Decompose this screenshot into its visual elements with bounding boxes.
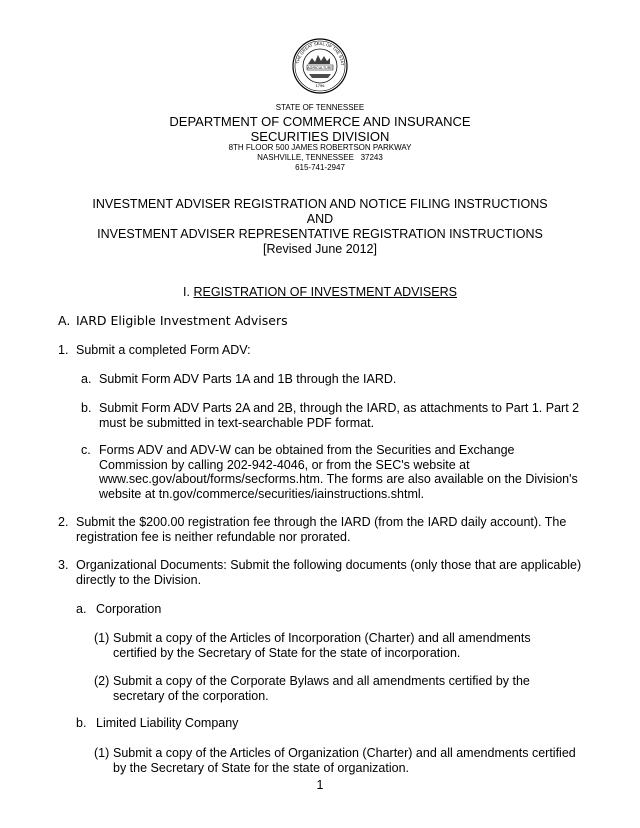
- subitem-text: Limited Liability Company: [96, 716, 239, 730]
- revision-date: [Revised June 2012]: [263, 242, 377, 256]
- subitem-text: Corporation: [96, 602, 162, 616]
- section-title: REGISTRATION OF INVESTMENT ADVISERS: [193, 285, 457, 299]
- title-line-3: INVESTMENT ADVISER REPRESENTATIVE REGISTRATION INSTRUCTIONS: [97, 227, 543, 241]
- svg-text:AGRICULTURE: AGRICULTURE: [307, 66, 333, 71]
- subitem-text-line: must be submitted in text-searchable PDF format.: [99, 416, 375, 430]
- item-text: Submit a completed Form ADV:: [76, 343, 251, 357]
- clause-text-line: secretary of the corporation.: [113, 689, 269, 703]
- subitem-text-line: Submit Form ADV Parts 2A and 2B, through the IARD, as attachments to Part 1. Part 2: [99, 401, 580, 415]
- item-text-line: Organizational Documents: Submit the following documents (only those that are applicable): [76, 558, 582, 572]
- item-number: 3.: [58, 558, 69, 572]
- address-line-2: NASHVILLE, TENNESSEE 37243: [257, 153, 383, 162]
- tennessee-state-seal: [292, 38, 348, 94]
- division-name: SECURITIES DIVISION: [250, 129, 390, 144]
- subitem-marker: b.: [76, 716, 87, 730]
- subitem-text-line: www.sec.gov/about/forms/secforms.htm. The forms are also available on the Division's: [99, 472, 578, 486]
- svg-text:THE GREAT SEAL OF THE STATE OF: THE GREAT SEAL OF THE STAT: [295, 40, 346, 66]
- clause-text-line: certified by the Secretary of State for the state of incorporation.: [113, 646, 461, 660]
- phone-number: 615-741-2947: [295, 163, 345, 172]
- subsection-marker: A.: [58, 313, 71, 328]
- clause-text-line: Submit a copy of the Corporate Bylaws and all amendments certified by the: [113, 674, 530, 688]
- page-number: 1: [316, 778, 324, 792]
- subitem-marker: c.: [81, 443, 91, 457]
- clause-marker: (1): [94, 631, 110, 645]
- subitem-marker: b.: [81, 401, 92, 415]
- title-line-2: AND: [306, 212, 334, 226]
- item-text-line: registration fee is neither refundable nor prorated.: [76, 530, 351, 544]
- clause-marker: (1): [94, 746, 110, 760]
- clause-text-line: Submit a copy of the Articles of Incorporation (Charter) and all amendments: [113, 631, 531, 645]
- subitem-text-line: Commission by calling 202-942-4046, or from the SEC's website at: [99, 458, 470, 472]
- svg-text:1796: 1796: [315, 83, 325, 88]
- item-text-line: Submit the $200.00 registration fee through the IARD (from the IARD daily account). The: [76, 515, 567, 529]
- state-name: STATE OF TENNESSEE: [275, 103, 365, 112]
- section-number: I.: [183, 285, 190, 299]
- subitem-text-line: website at tn.gov/commerce/securities/iainstructions.shtml.: [99, 487, 425, 501]
- item-number: 2.: [58, 515, 69, 529]
- subitem-text-line: Forms ADV and ADV-W can be obtained from the Securities and Exchange: [99, 443, 515, 457]
- department-name: DEPARTMENT OF COMMERCE AND INSURANCE: [169, 114, 471, 129]
- subsection-title: IARD Eligible Investment Advisers: [76, 313, 288, 328]
- clause-text-line: by the Secretary of State for the state of organization.: [113, 761, 410, 775]
- subitem-marker: a.: [81, 372, 92, 386]
- item-text-line: directly to the Division.: [76, 573, 202, 587]
- clause-text-line: Submit a copy of the Articles of Organization (Charter) and all amendments certified: [113, 746, 576, 760]
- subitem-text: Submit Form ADV Parts 1A and 1B through the IARD.: [99, 372, 397, 386]
- title-line-1: INVESTMENT ADVISER REGISTRATION AND NOTICE FILING INSTRUCTIONS: [92, 197, 548, 211]
- item-number: 1.: [58, 343, 69, 357]
- address-line-1: 8TH FLOOR 500 JAMES ROBERTSON PARKWAY: [228, 143, 412, 152]
- clause-marker: (2): [94, 674, 110, 688]
- subitem-marker: a.: [76, 602, 87, 616]
- section-heading: [0, 285, 640, 300]
